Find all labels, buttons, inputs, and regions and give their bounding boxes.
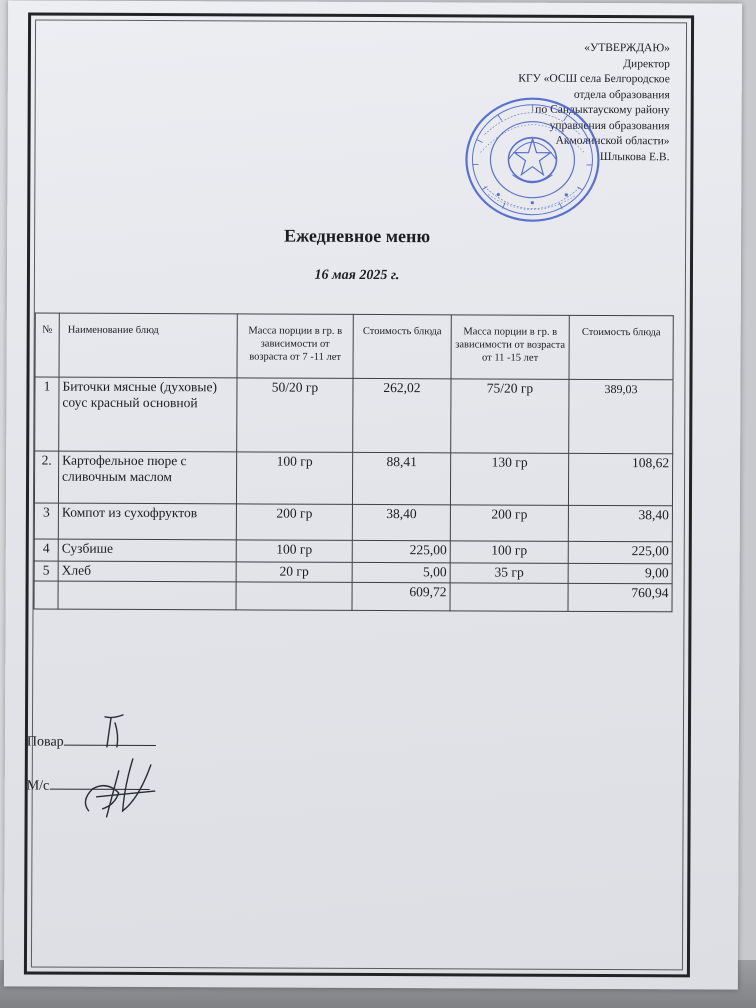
signatures-block: [27, 730, 156, 819]
row-mass-11-15: 100 гр: [450, 541, 568, 564]
total-empty-mass-11-15: [450, 583, 568, 612]
col-header-name: Наименование блюд: [59, 313, 237, 378]
approval-line: по Сандыктаускому району: [535, 103, 670, 117]
col-header-cost-7-11: Стоимость блюда: [353, 314, 451, 378]
approval-line: управления образования: [549, 119, 670, 132]
table-row: [34, 451, 672, 506]
row-num: 2.: [34, 451, 58, 503]
approval-line: Шлыкова Е.В.: [599, 150, 670, 163]
table-total-row: [34, 581, 672, 612]
cook-label: Повар: [26, 734, 64, 750]
table-header-row: [35, 313, 673, 380]
row-cost-11-15: 389,03: [569, 379, 673, 453]
row-mass-11-15: 75/20 гр: [451, 379, 569, 454]
row-mass-11-15: 35 гр: [450, 563, 568, 584]
row-dish-name: Сузбише: [58, 539, 236, 562]
row-cost-11-15: 38,40: [568, 505, 672, 541]
document-sheet: [4, 0, 742, 989]
document-date: 16 мая 2025 г.: [314, 267, 400, 284]
row-cost-11-15: 225,00: [568, 541, 672, 563]
total-empty-mass-7-11: [236, 582, 352, 611]
row-cost-7-11: 38,40: [352, 504, 450, 540]
row-num: 3: [34, 503, 58, 539]
table-row: [35, 377, 673, 454]
handwritten-signatures: [27, 712, 187, 823]
row-num: 1: [35, 377, 59, 451]
row-mass-7-11: 200 гр: [236, 504, 352, 541]
col-header-cost-11-15: Стоимость блюда: [569, 315, 673, 379]
col-header-num: №: [35, 313, 59, 377]
row-mass-7-11: 20 гр: [236, 562, 352, 583]
menu-table: [33, 313, 673, 613]
total-cost-7-11: 609,72: [352, 582, 450, 610]
nurse-label: М/с: [26, 778, 50, 794]
official-seal-stamp: [462, 94, 603, 225]
col-header-mass-7-11: Масса порции в гр. в зависимости от возраста от 7 -11 лет: [237, 314, 353, 379]
row-dish-name: Картофельное пюре с сливочным маслом: [58, 451, 236, 504]
row-mass-7-11: 50/20 гр: [237, 378, 353, 453]
document-title: Ежедневное меню: [284, 225, 431, 247]
row-mass-11-15: 130 гр: [450, 453, 568, 506]
row-mass-7-11: 100 гр: [236, 452, 352, 505]
row-num: 5: [34, 561, 58, 581]
row-dish-name: Хлеб: [58, 561, 236, 582]
row-dish-name: Компот из сухофруктов: [58, 503, 236, 540]
row-cost-7-11: 88,41: [352, 452, 450, 504]
total-empty-num: [34, 581, 58, 609]
approval-line: отдела образования: [573, 88, 670, 101]
total-empty-name: [58, 581, 236, 610]
table-row: [34, 503, 672, 542]
row-mass-7-11: 100 гр: [236, 540, 352, 563]
row-cost-7-11: 5,00: [352, 562, 450, 582]
row-dish-name: Биточки мясные (духовые) соус красный основной: [59, 377, 237, 452]
total-cost-11-15: 760,94: [568, 583, 672, 611]
approval-line: КГУ «ОСШ села Белгородское: [518, 72, 670, 86]
row-mass-11-15: 200 гр: [450, 505, 568, 542]
row-num: 4: [34, 539, 58, 561]
approval-line: Директор: [623, 57, 670, 70]
row-cost-7-11: 225,00: [352, 540, 450, 562]
row-cost-11-15: 108,62: [568, 453, 672, 505]
approval-line: Акмолинской области»: [555, 134, 670, 148]
row-cost-7-11: 262,02: [353, 378, 451, 452]
table-row: [34, 561, 672, 584]
row-cost-11-15: 9,00: [568, 563, 672, 583]
col-header-mass-11-15: Масса порции в гр. в зависимости от возраста от 11 -15 лет: [451, 315, 569, 380]
table-row: [34, 539, 672, 564]
approval-line: «УТВЕРЖДАЮ»: [584, 41, 670, 55]
